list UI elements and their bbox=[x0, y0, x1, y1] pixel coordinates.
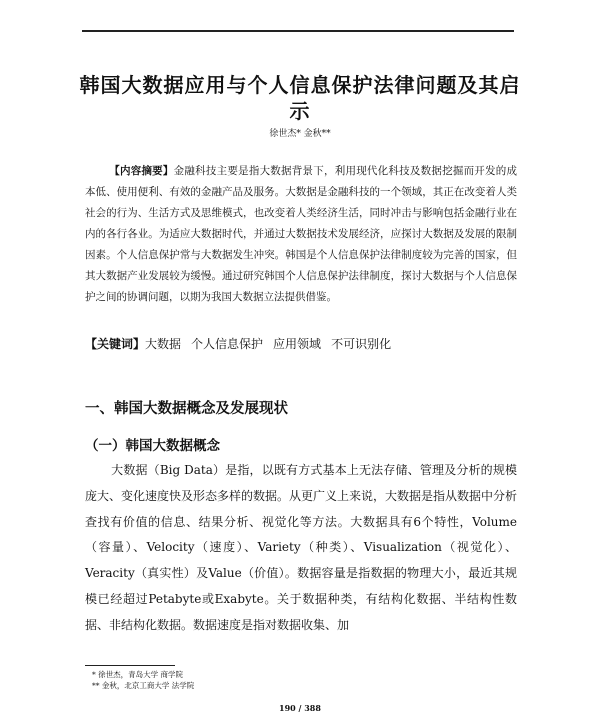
keywords-label: 【关键词】 bbox=[85, 337, 146, 351]
paper-title: 韩国大数据应用与个人信息保护法律问题及其启示 bbox=[79, 73, 521, 123]
keywords bbox=[85, 334, 525, 354]
abstract bbox=[85, 161, 517, 308]
footnote-2: ** 金秋，北京工商大学 法学院 bbox=[92, 681, 195, 690]
footnote-1: * 徐世杰，青岛大学 商学院 bbox=[92, 670, 184, 679]
abstract-label: 【内容摘要】 bbox=[109, 165, 174, 177]
keyword-item: 大数据 bbox=[145, 337, 182, 351]
authors: 徐世杰* 金秋** bbox=[269, 129, 331, 139]
page-number: 190 / 388 bbox=[279, 703, 321, 713]
keyword-item: 不可识别化 bbox=[331, 337, 392, 351]
keyword-item: 个人信息保护 bbox=[191, 337, 264, 351]
body-paragraph bbox=[85, 458, 517, 639]
keyword-item: 应用领域 bbox=[273, 337, 322, 351]
header-rule bbox=[82, 30, 514, 32]
section-heading: 一、韩国大数据概念及发展现状 bbox=[85, 401, 288, 417]
abstract-text: 金融科技主要是指大数据背景下，利用现代化科技及数据挖掘而开发的成本低、使用便利、有效的金融产品及服务。大数据是金融科技的一个领域，其正在改变着人类社会的行为、生活方式及思维模式，也改变着人类经济生活，同时冲击与影响包括金融行业在内的各行各业。为适应大数据时代，并通过大数据技术发展经济，应探讨大数据及发展的限制因素。个人信息保护常与大数据发生冲突。韩国是个人信息保护法律制度较为完善的国家，但其大数据产业发展较为缓慢。通过研究韩国个人信息保护法律制度，探讨大数据与个人信息保护之间的协调问题，以期为我国大数据立法提供借鉴。 bbox=[85, 165, 518, 303]
footnotes bbox=[92, 669, 194, 691]
footnote-rule bbox=[85, 665, 175, 666]
subsection-heading: （一）韩国大数据概念 bbox=[85, 438, 220, 454]
body-paragraph-text: 大数据（Big Data）是指，以既有方式基本上无法存储、管理及分析的规模庞大、变化速度快及形态多样的数据。从更广义上来说，大数据是指从数据中分析查找有价值的信息、结果分析、视觉化等方法。大数据具有6个特性，Volume（容量）、Velocity（速度）、Variety（种类）、Visualization（视觉化）、Veracity（真实性）及Value（价值）。数据容量是指数据的物理大小，最近其规模已经超过Petabyte或Exabyte。关于数据种类，有结构化数据、半结构性数据、非结构化数据。数据速度是指对数据收集、加 bbox=[85, 463, 518, 632]
